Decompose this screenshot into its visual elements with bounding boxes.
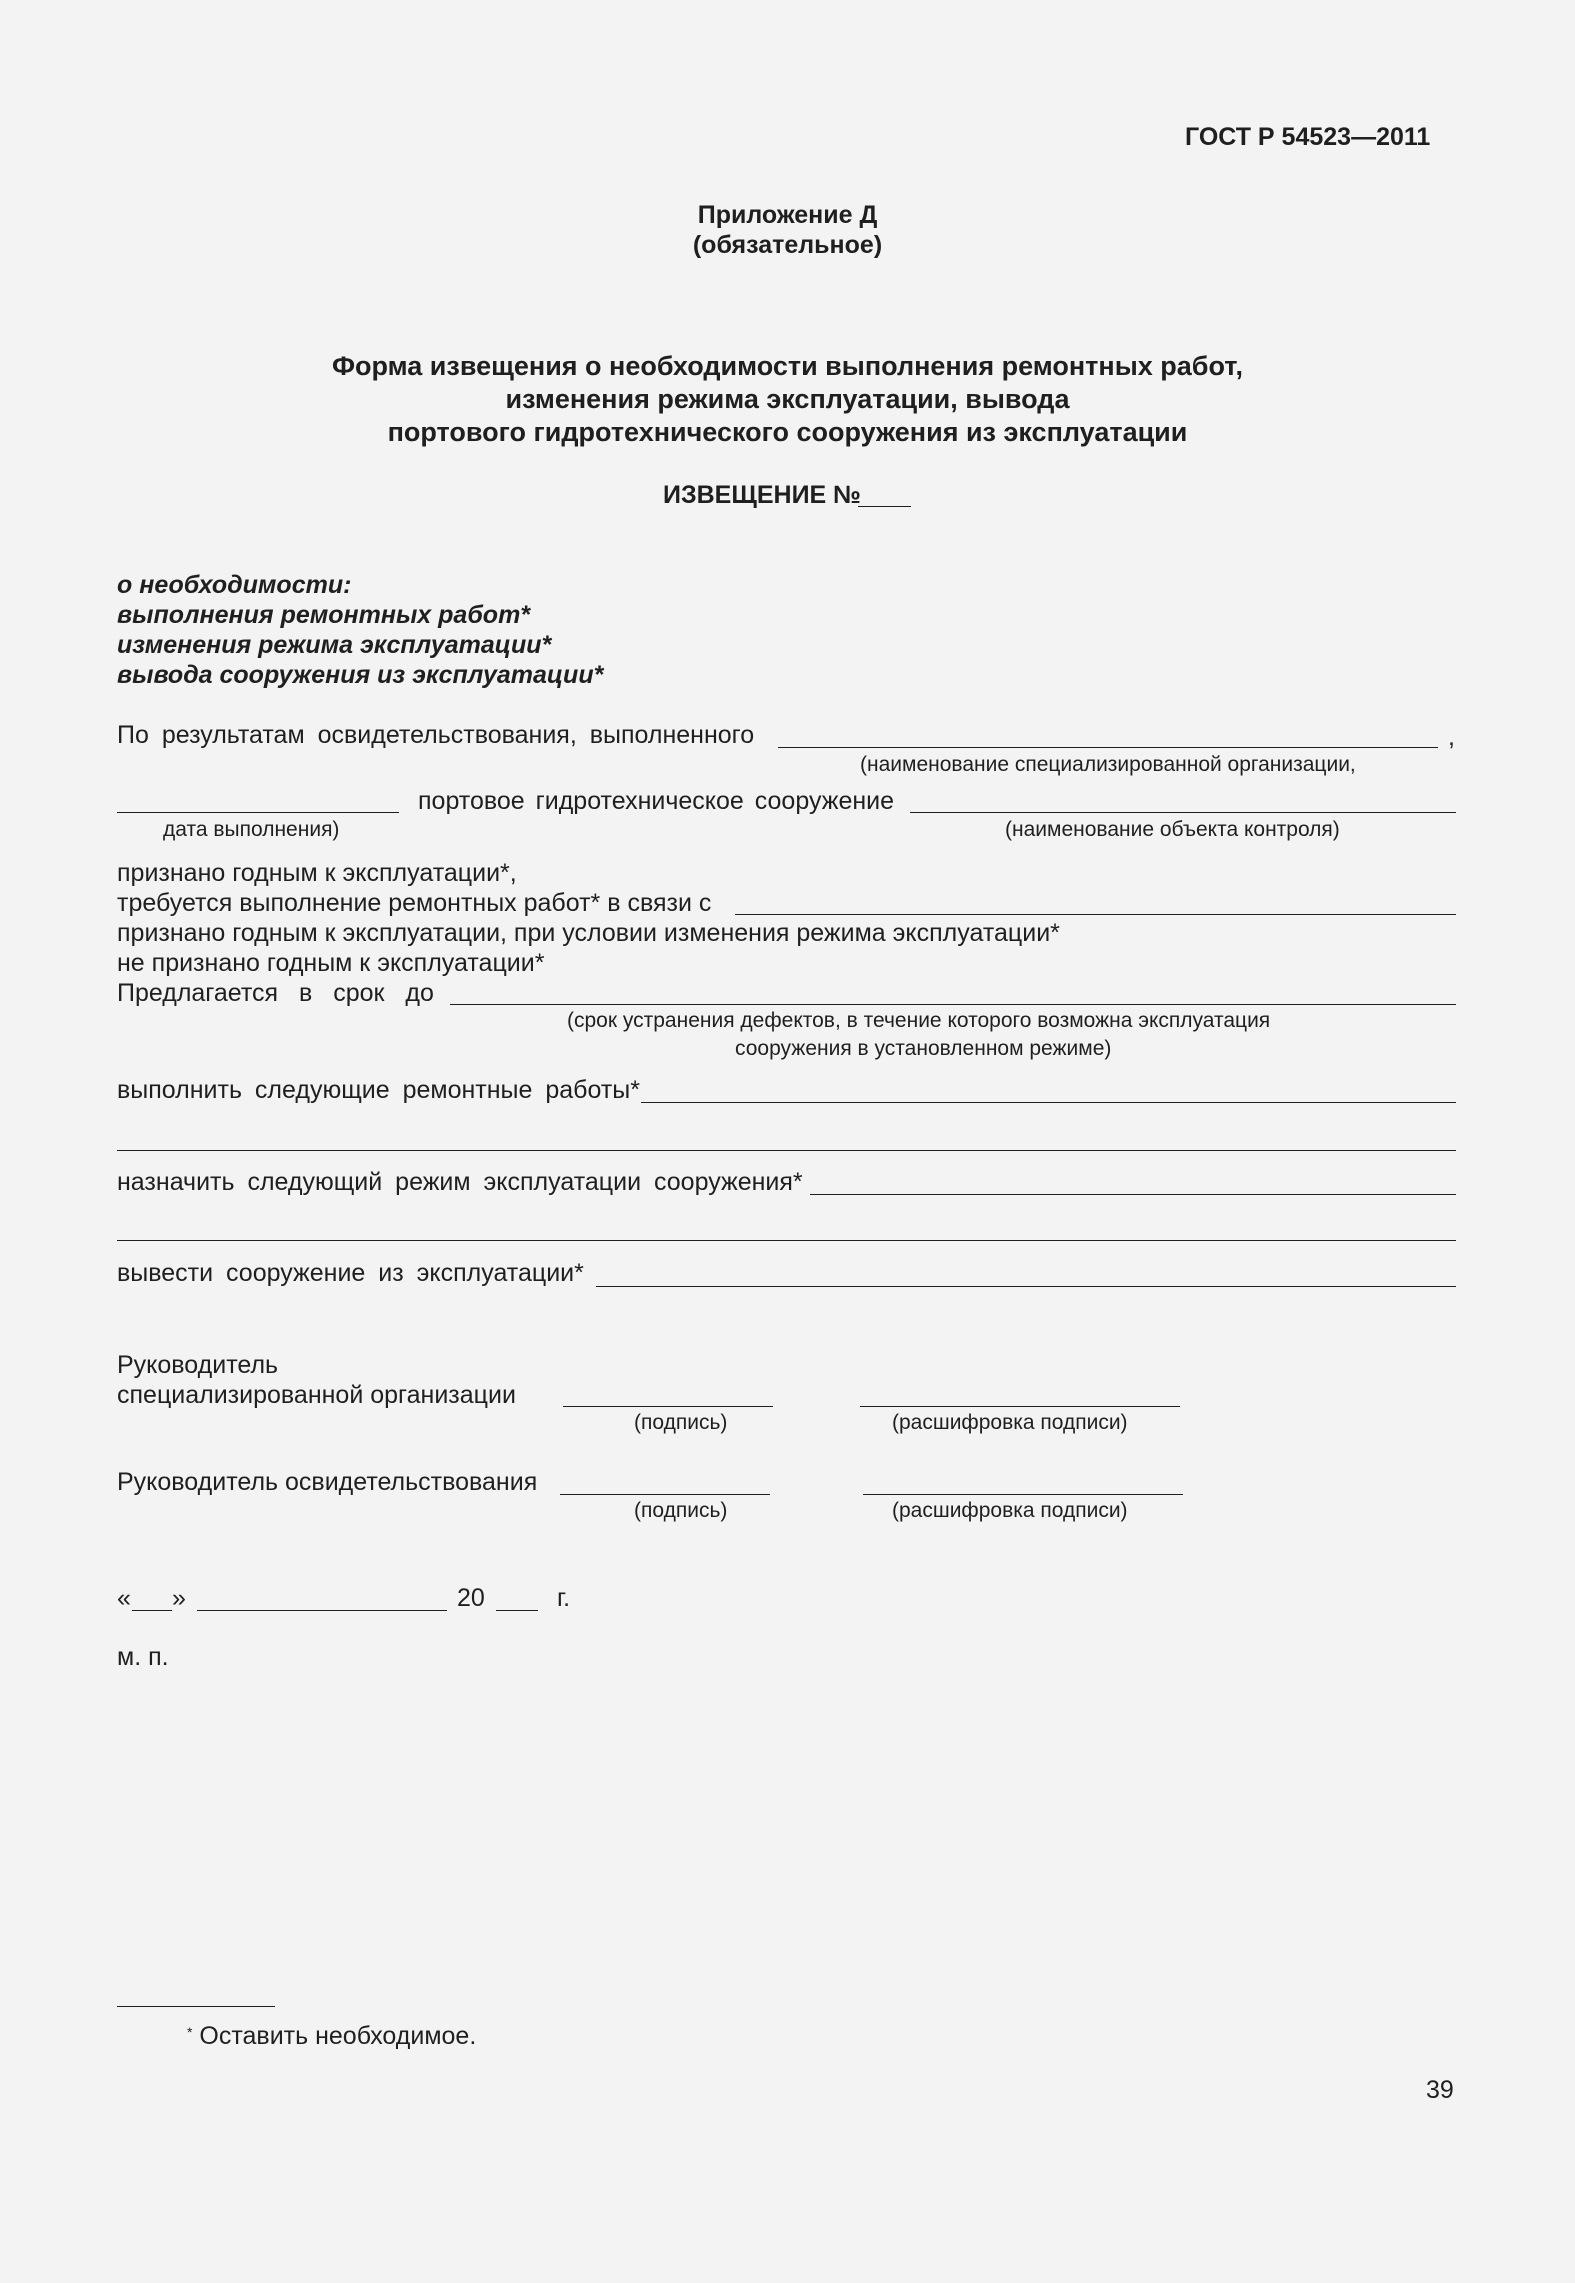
necessity-item-repair: выполнения ремонтных работ* bbox=[117, 601, 531, 629]
survey-date-line bbox=[117, 812, 399, 813]
hint-date: дата выполнения) bbox=[163, 818, 340, 841]
appendix-title: Приложение Д bbox=[697, 201, 878, 229]
notice-label: ИЗВЕЩЕНИЕ № bbox=[663, 481, 862, 509]
necessity-item-decommission: вывода сооружения из эксплуатации* bbox=[117, 661, 604, 689]
hint-organization: (наименование специализированной организации, bbox=[860, 753, 1356, 776]
repair-works-line-2 bbox=[117, 1150, 1456, 1151]
structure-text: портовое гидротехническое сооружение bbox=[418, 787, 895, 815]
operation-mode-line bbox=[810, 1194, 1456, 1195]
hint-term-line2: сооружения в установленном режиме) bbox=[735, 1037, 1112, 1060]
hint-decoding: (расшифровка подписи) bbox=[892, 1499, 1128, 1522]
footnote-mark: * bbox=[187, 2024, 193, 2040]
head-org-signature-line bbox=[563, 1406, 773, 1407]
repair-works-text: выполнить следующие ремонтные работы* bbox=[117, 1076, 640, 1104]
head-org-decoding-line bbox=[860, 1406, 1180, 1407]
object-name-line bbox=[910, 812, 1456, 813]
month-line bbox=[197, 1610, 447, 1611]
form-title-line2: изменения режима эксплуатации, вывода bbox=[505, 384, 1070, 414]
proposed-term-text: Предлагается в срок до bbox=[117, 979, 434, 1007]
day-line bbox=[132, 1610, 172, 1611]
operation-mode-line-2 bbox=[117, 1240, 1456, 1241]
hint-object: (наименование объекта контроля) bbox=[1005, 818, 1340, 841]
organization-line bbox=[778, 747, 1438, 748]
form-title-line3: портового гидротехнического сооружения из эксплуатации bbox=[387, 417, 1188, 447]
decommission-line bbox=[596, 1286, 1456, 1287]
footnote-text: Оставить необходимое. bbox=[199, 2022, 477, 2050]
comma: , bbox=[1448, 723, 1455, 751]
operation-mode-text: назначить следующий режим эксплуатации сооружения* bbox=[117, 1168, 803, 1196]
repair-works-line bbox=[641, 1102, 1456, 1103]
form-title-line1: Форма извещения о необходимости выполнения ремонтных работ, bbox=[332, 351, 1243, 381]
footnote bbox=[187, 2021, 476, 2051]
stamp-place: м. п. bbox=[117, 1643, 169, 1671]
necessity-intro: о необходимости: bbox=[117, 571, 352, 599]
date-open-quote: « bbox=[117, 1584, 131, 1612]
head-survey-signature-line bbox=[560, 1494, 770, 1495]
document-code: ГОСТ Р 54523—2011 bbox=[1185, 123, 1431, 151]
notice-number-line bbox=[858, 506, 911, 507]
hint-term-line1: (срок устранения дефектов, в течение которого возможна эксплуатация bbox=[567, 1009, 1271, 1032]
year-suffix: г. bbox=[557, 1584, 571, 1612]
hint-signature: (подпись) bbox=[634, 1411, 728, 1434]
status-fit: признано годным к эксплуатации*, bbox=[117, 859, 517, 887]
status-fit-with-mode-change: признано годным к эксплуатации, при условии изменения режима эксплуатации* bbox=[117, 919, 1060, 947]
status-repair-required: требуется выполнение ремонтных работ* в связи с bbox=[117, 889, 712, 917]
year-prefix: 20 bbox=[457, 1584, 485, 1612]
head-org-label-line1: Руководитель bbox=[117, 1351, 279, 1379]
survey-text: По результатам освидетельствования, выполненного bbox=[117, 721, 755, 749]
appendix-status: (обязательное) bbox=[692, 231, 883, 259]
head-org-label-line2: специализированной организации bbox=[117, 1381, 516, 1409]
hint-decoding: (расшифровка подписи) bbox=[892, 1411, 1128, 1434]
hint-signature: (подпись) bbox=[634, 1499, 728, 1522]
page-number: 39 bbox=[1426, 2076, 1454, 2104]
head-survey-label: Руководитель освидетельствования bbox=[117, 1468, 538, 1496]
year-line bbox=[496, 1610, 538, 1611]
head-survey-decoding-line bbox=[863, 1494, 1183, 1495]
status-not-fit: не признано годным к эксплуатации* bbox=[117, 949, 545, 977]
necessity-item-mode: изменения режима эксплуатации* bbox=[117, 631, 552, 659]
term-line bbox=[450, 1004, 1456, 1005]
footnote-separator bbox=[117, 2006, 275, 2007]
repair-reason-line bbox=[735, 914, 1456, 915]
date-close-quote: » bbox=[172, 1584, 186, 1612]
decommission-text: вывести сооружение из эксплуатации* bbox=[117, 1259, 584, 1287]
